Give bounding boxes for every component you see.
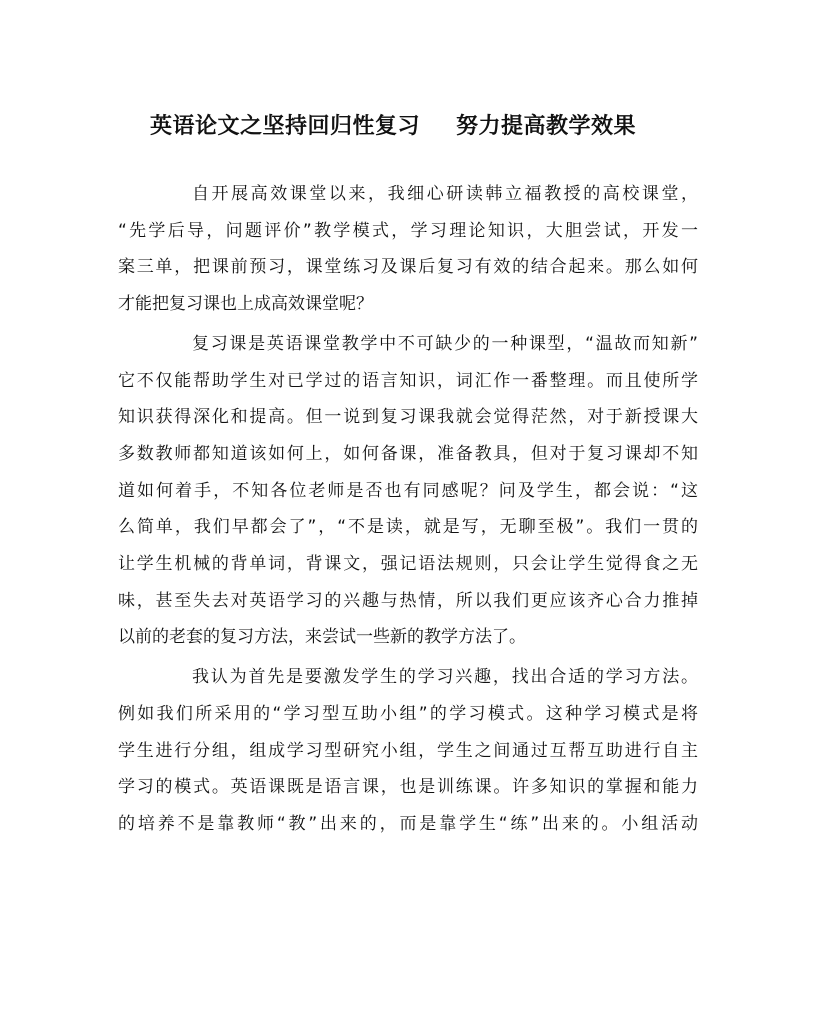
title-part-2: 努力提高教学效果: [456, 113, 637, 139]
paragraph-line: 复习课是英语课堂教学中不可缺少的一种课型，“温故而知新”: [192, 333, 698, 354]
paragraph-line: 我认为首先是要激发学生的学习兴趣，找出合适的学习方法。: [192, 667, 698, 688]
document-title: [150, 108, 710, 144]
paragraph-line: 味，甚至失去对英语学习的兴趣与热情，所以我们更应该齐心合力推掉: [118, 590, 698, 611]
paragraph-1: [118, 176, 698, 323]
paragraph-line: 例如我们所采用的“学习型互助小组”的学习模式。这种学习模式是将: [118, 703, 698, 724]
paragraph-line: 多数教师都知道该如何上，如何备课，准备教具，但对于复习课却不知: [118, 443, 698, 464]
paragraph-line: 知识获得深化和提高。但一说到复习课我就会觉得茫然，对于新授课大: [118, 407, 698, 428]
paragraph-line: 它不仅能帮助学生对已学过的语言知识，词汇作一番整理。而且使所学: [118, 370, 698, 391]
paragraph-line: 以前的老套的复习方法，来尝试一些新的教学方法了。: [118, 627, 526, 648]
paragraph-line: 案三单，把课前预习，课堂练习及课后复习有效的结合起来。那么如何: [118, 257, 698, 278]
document-body: [118, 176, 698, 843]
paragraph-line: 学习的模式。英语课既是语言课，也是训练课。许多知识的掌握和能力: [118, 777, 698, 798]
paragraph-line: 么简单，我们早都会了”，“不是读，就是写，无聊至极”。我们一贯的: [118, 517, 698, 538]
paragraph-line: “先学后导，问题评价”教学模式，学习理论知识，大胆尝试，开发一: [118, 220, 698, 241]
paragraph-line: 的培养不是靠教师“教”出来的，而是靠学生“练”出来的。小组活动: [118, 813, 698, 834]
paragraph-line: 才能把复习课也上成高效课堂呢？: [118, 294, 373, 315]
paragraph-line: 自开展高效课堂以来，我细心研读韩立福教授的高校课堂，: [192, 184, 698, 204]
title-part-1: 英语论文之坚持回归性复习: [150, 113, 421, 139]
paragraph-line: 让学生机械的背单词，背课文，强记语法规则，只会让学生觉得食之无: [118, 554, 698, 575]
paragraph-3: [118, 659, 698, 843]
paragraph-line: 学生进行分组，组成学习型研究小组，学生之间通过互帮互助进行自主: [118, 740, 698, 761]
paragraph-2: [118, 326, 698, 656]
paragraph-line: 道如何着手，不知各位老师是否也有同感呢？问及学生，都会说：“这: [118, 480, 698, 501]
